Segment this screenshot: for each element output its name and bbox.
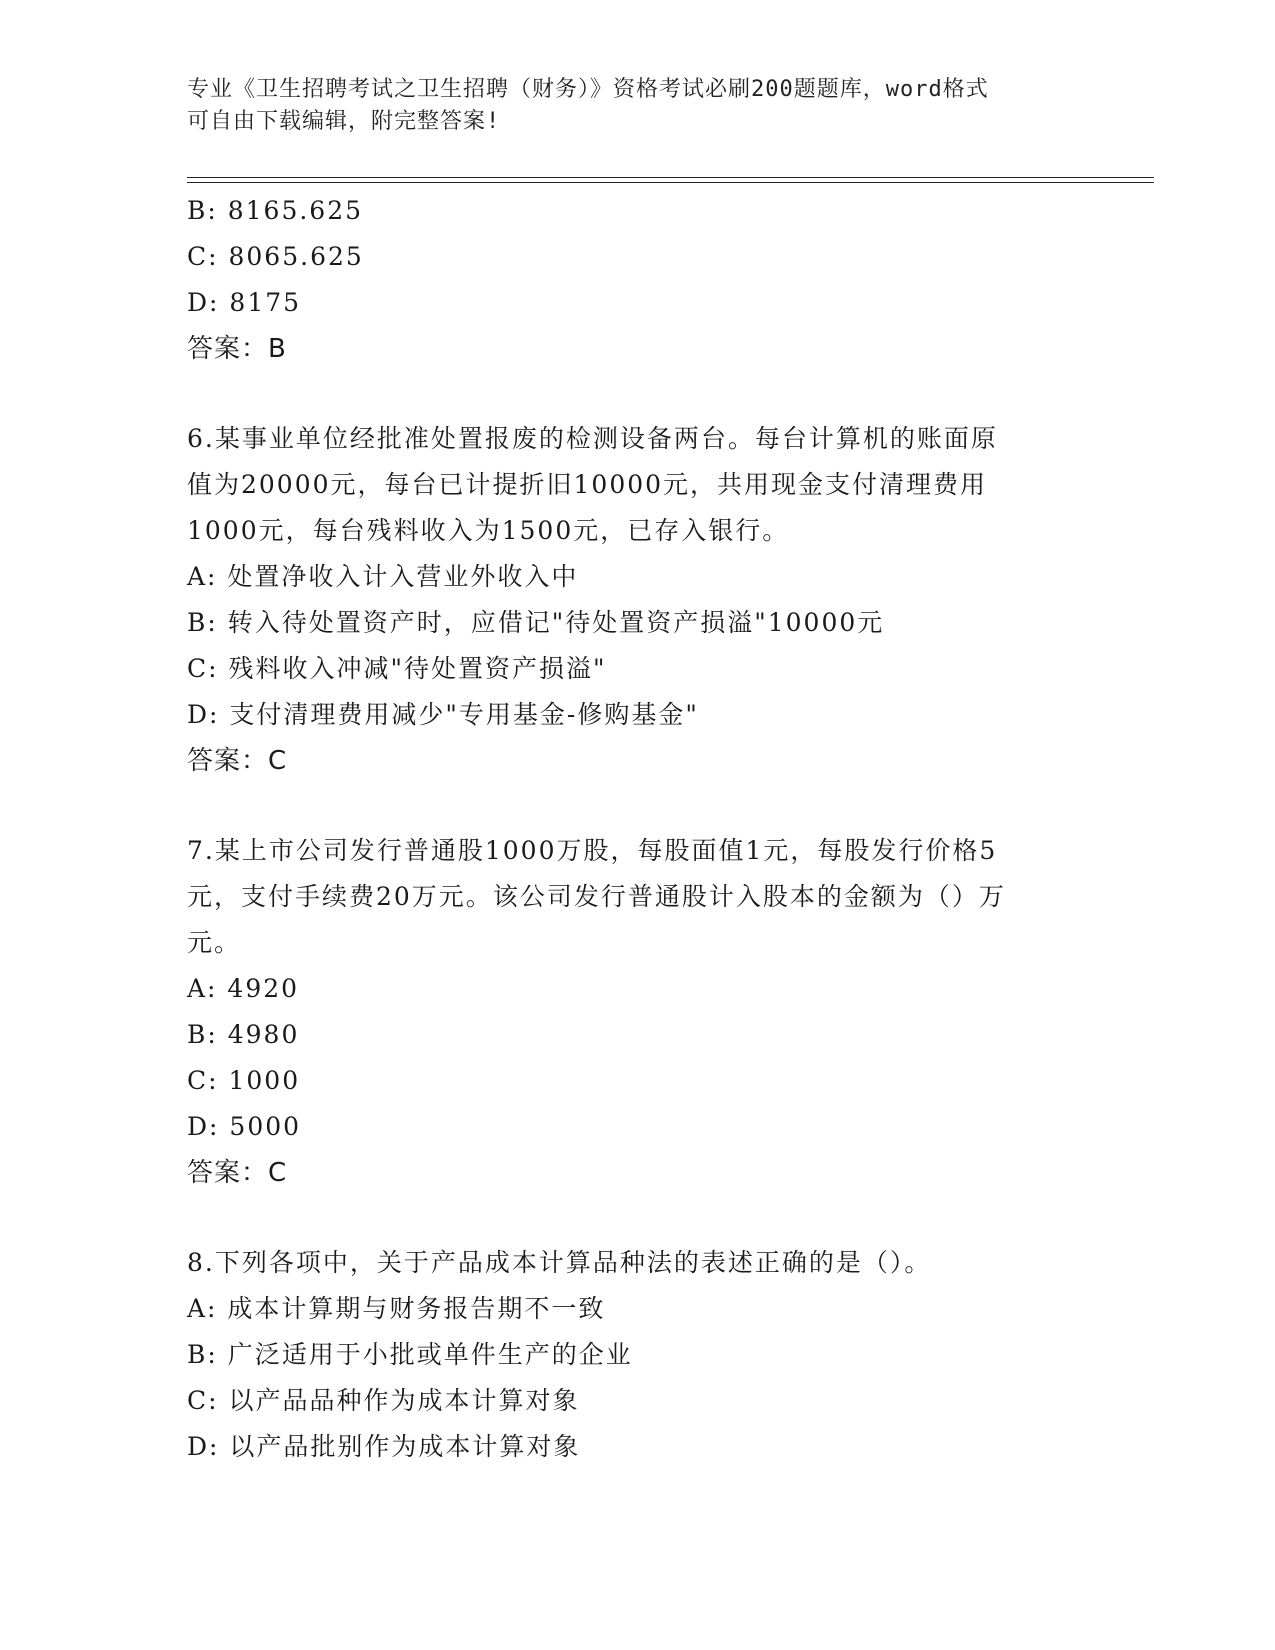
option-a: A: 4920 [187,974,300,1003]
question-spacer [187,784,1087,828]
answer-line: 答案：C [187,746,288,776]
option-c: C: 残料收入冲减"待处置资产损溢" [187,654,607,683]
option-c: C: 以产品品种作为成本计算对象 [187,1386,580,1415]
option-a: A: 成本计算期与财务报告期不一致 [187,1294,606,1323]
answer-line: 答案：C [187,1158,288,1188]
question-6 [187,416,1087,784]
question-spacer [187,1196,1087,1240]
question-stem-line: 值为20000元，每台已计提折旧10000元，共用现金支付清理费用 [187,470,988,499]
question-stem-line: 7.某上市公司发行普通股1000万股，每股面值1元，每股发行价格5 [187,836,998,865]
header-divider-bottom [187,182,1154,183]
option-d: D: 支付清理费用减少"专用基金-修购基金" [187,700,699,729]
option-d: D: 5000 [187,1112,302,1141]
answer-line: 答案：B [187,334,287,364]
option-b: B: 8165.625 [187,196,364,225]
option-c: C: 8065.625 [187,242,364,271]
question-stem-line: 6.某事业单位经批准处置报废的检测设备两台。每台计算机的账面原 [187,424,998,453]
option-b: B: 广泛适用于小批或单件生产的企业 [187,1340,633,1369]
page-header [187,74,1067,138]
question-7 [187,828,1087,1196]
question-stem-line: 元。 [187,928,242,957]
header-title-line-2: 可自由下载编辑，附完整答案! [187,109,501,134]
question-list [187,188,1087,1470]
question-stem-line: 1000元，每台残料收入为1500元，已存入银行。 [187,516,790,545]
question-8 [187,1240,1087,1470]
question-stem-line: 元，支付手续费20万元。该公司发行普通股计入股本的金额为（）万 [187,882,1006,911]
question-continued [187,188,1087,372]
option-c: C: 1000 [187,1066,301,1095]
option-a: A: 处置净收入计入营业外收入中 [187,562,579,591]
option-d: D: 以产品批别作为成本计算对象 [187,1432,581,1461]
question-stem-line: 8.下列各项中，关于产品成本计算品种法的表述正确的是（）。 [187,1248,932,1277]
header-title-line-1: 专业《卫生招聘考试之卫生招聘（财务）》资格考试必刷200题题库，word格式 [187,77,989,102]
header-divider-top [187,177,1154,178]
option-d: D: 8175 [187,288,302,317]
option-b: B: 4980 [187,1020,300,1049]
option-b: B: 转入待处置资产时，应借记"待处置资产损溢"10000元 [187,608,885,637]
question-spacer [187,372,1087,416]
